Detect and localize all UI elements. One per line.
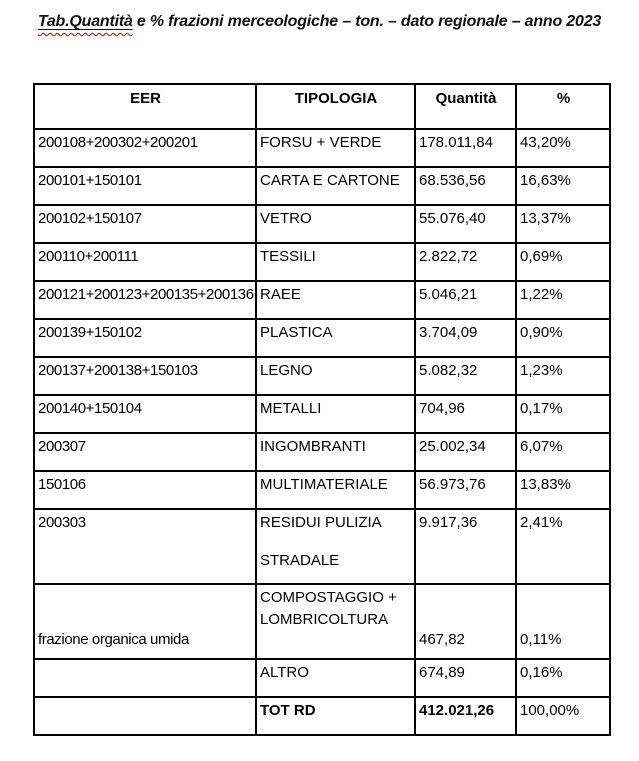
percent-cell: 2,41% <box>516 509 610 584</box>
tipologia-cell <box>256 659 415 697</box>
eer-cell: frazione organica umida <box>34 584 256 659</box>
table-row <box>34 167 610 205</box>
eer-cell: 150106 <box>34 471 256 509</box>
tipologia-cell <box>256 243 415 281</box>
table-row <box>34 659 610 697</box>
title-underlined-part <box>38 13 133 30</box>
quantita-cell: 467,82 <box>415 584 516 659</box>
percent-cell: 0,69% <box>516 243 610 281</box>
quantita-cell: 412.021,26 <box>415 697 516 735</box>
quantita-cell: 55.076,40 <box>415 205 516 243</box>
percent-cell: 0,90% <box>516 319 610 357</box>
quantita-cell: 5.046,21 <box>415 281 516 319</box>
tipologia-cell <box>256 395 415 433</box>
header-eer: EER <box>34 84 256 129</box>
data-table <box>33 83 611 736</box>
quantita-cell: 68.536,56 <box>415 167 516 205</box>
table-row <box>34 697 610 735</box>
percent-cell: 0,16% <box>516 659 610 697</box>
quantita-cell: 178.011,84 <box>415 129 516 167</box>
table-body <box>34 129 610 735</box>
tipologia-line: METALLI <box>260 400 322 417</box>
table-row <box>34 205 610 243</box>
spellcheck-squiggle: Tab.Quantità <box>37 13 133 30</box>
tipologia-line: VETRO <box>260 210 312 227</box>
percent-cell: 16,63% <box>516 167 610 205</box>
tipologia-cell <box>256 129 415 167</box>
tipologia-line: TOT RD <box>260 702 316 719</box>
eer-cell: 200303 <box>34 509 256 584</box>
percent-cell: 100,00% <box>516 697 610 735</box>
tipologia-line: LEGNO <box>260 362 313 379</box>
percent-cell: 43,20% <box>516 129 610 167</box>
tipologia-cell <box>256 584 415 659</box>
eer-cell: 200101+150101 <box>34 167 256 205</box>
tipologia-line: INGOMBRANTI <box>260 438 366 455</box>
tipologia-line: RESIDUI PULIZIA <box>260 514 382 531</box>
eer-cell: 200140+150104 <box>34 395 256 433</box>
quantita-cell: 5.082,32 <box>415 357 516 395</box>
title-rest: e % frazioni merceologiche – ton. – dato regionale – anno 2023 <box>132 13 602 30</box>
eer-cell: 200108+200302+200201 <box>34 129 256 167</box>
eer-cell: 200307 <box>34 433 256 471</box>
quantita-cell: 25.002,34 <box>415 433 516 471</box>
tipologia-line: MULTIMATERIALE <box>260 476 388 493</box>
tipologia-line: CARTA E CARTONE <box>260 172 400 189</box>
quantita-cell: 674,89 <box>415 659 516 697</box>
percent-cell: 13,83% <box>516 471 610 509</box>
eer-cell <box>34 697 256 735</box>
header-percent: % <box>516 84 610 129</box>
table-row <box>34 243 610 281</box>
quantita-cell: 704,96 <box>415 395 516 433</box>
table-row <box>34 395 610 433</box>
percent-cell: 0,11% <box>516 584 610 659</box>
table-row <box>34 433 610 471</box>
tipologia-cell <box>256 433 415 471</box>
tipologia-cell <box>256 509 415 584</box>
table-row <box>34 319 610 357</box>
eer-cell: 200139+150102 <box>34 319 256 357</box>
eer-cell: 200137+200138+150103 <box>34 357 256 395</box>
document-title <box>0 13 639 31</box>
quantita-cell: 2.822,72 <box>415 243 516 281</box>
tipologia-cell <box>256 281 415 319</box>
table-header-row <box>34 84 610 129</box>
quantita-cell: 56.973,76 <box>415 471 516 509</box>
eer-cell: 200121+200123+200135+200136 <box>34 281 256 319</box>
tipologia-line: COMPOSTAGGIO + <box>260 589 397 606</box>
tipologia-cell <box>256 319 415 357</box>
header-tipologia: TIPOLOGIA <box>256 84 415 129</box>
tipologia-line: TESSILI <box>260 248 316 265</box>
percent-cell: 1,23% <box>516 357 610 395</box>
table-row <box>34 129 610 167</box>
tipologia-cell <box>256 167 415 205</box>
percent-cell: 13,37% <box>516 205 610 243</box>
tipologia-line: RAEE <box>260 286 301 303</box>
tipologia-cell <box>256 471 415 509</box>
tipologia-line: ALTRO <box>260 664 309 681</box>
header-quantita: Quantità <box>415 84 516 129</box>
quantita-cell: 9.917,36 <box>415 509 516 584</box>
tipologia-cell <box>256 697 415 735</box>
tipologia-line: FORSU + VERDE <box>260 134 382 151</box>
tipologia-line: STRADALE <box>260 552 340 569</box>
table-row <box>34 584 610 659</box>
eer-cell <box>34 659 256 697</box>
table-row <box>34 471 610 509</box>
table-row <box>34 281 610 319</box>
eer-cell: 200102+150107 <box>34 205 256 243</box>
percent-cell: 1,22% <box>516 281 610 319</box>
tipologia-cell <box>256 357 415 395</box>
table-row <box>34 509 610 584</box>
eer-cell: 200110+200111 <box>34 243 256 281</box>
quantita-cell: 3.704,09 <box>415 319 516 357</box>
percent-cell: 6,07% <box>516 433 610 471</box>
tipologia-cell <box>256 205 415 243</box>
tipologia-line: PLASTICA <box>260 324 333 341</box>
percent-cell: 0,17% <box>516 395 610 433</box>
table-row <box>34 357 610 395</box>
tipologia-line: LOMBRICOLTURA <box>260 611 389 628</box>
